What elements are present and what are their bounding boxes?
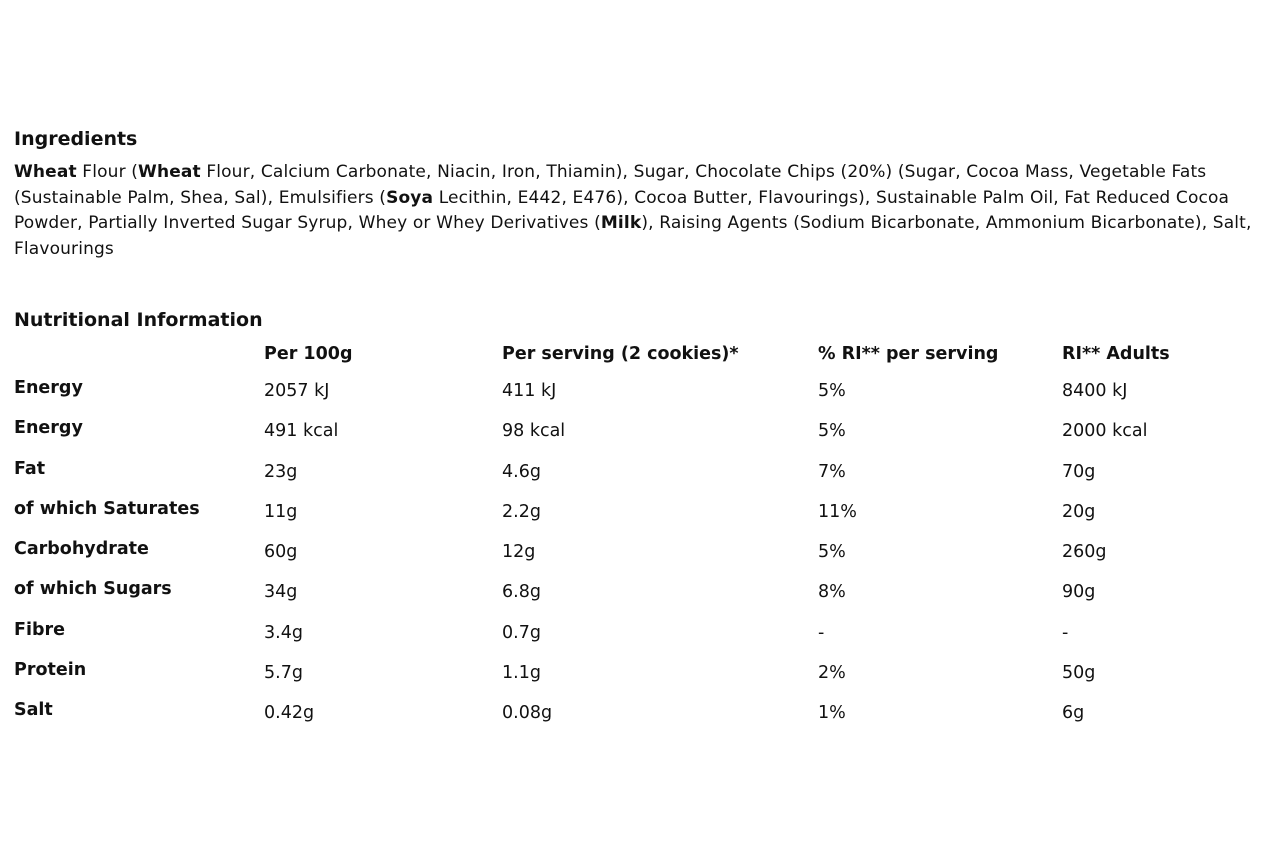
ri-adults-value: - <box>1062 622 1069 643</box>
ri-percent-value: - <box>818 622 825 643</box>
ingredients-heading: Ingredients <box>14 128 138 150</box>
ingredient-allergen: Wheat <box>138 162 201 182</box>
ingredient-text: ), Raising Agents (Sodium Bicarbonate, Ammonium Bicarbonate), Salt, Flavourings <box>14 213 1252 259</box>
ri-adults-value: 2000 kcal <box>1062 421 1148 442</box>
per-100g-value: 2057 kJ <box>264 381 330 401</box>
ri-adults-value: 20g <box>1062 501 1096 522</box>
ri-percent-value: 8% <box>818 582 846 603</box>
ri-percent-value: 5% <box>818 421 846 442</box>
ri-adults-value: 50g <box>1062 663 1096 684</box>
per-100g-value: 60g <box>264 542 298 563</box>
nutrient-label: Carbohydrate <box>14 539 149 560</box>
column-header-ri-adults: RI** Adults <box>1062 344 1170 364</box>
per-100g-value: 11g <box>264 501 298 522</box>
table-row <box>14 495 1262 535</box>
ri-adults-value: 70g <box>1062 461 1096 482</box>
per-100g-value: 5.7g <box>264 663 303 684</box>
ri-adults-value: 90g <box>1062 582 1096 603</box>
ingredient-allergen: Soya <box>386 187 434 208</box>
nutrient-label: Fat <box>14 458 46 479</box>
table-row <box>14 616 1262 656</box>
per-serving-value: 6.8g <box>502 582 541 603</box>
per-100g-value: 34g <box>264 582 298 603</box>
ri-percent-value: 1% <box>818 703 846 724</box>
column-header-nutrient <box>14 340 264 374</box>
ingredient-text: Flour, Calcium Carbonate, Niacin, Iron, Thiamin), Sugar, Chocolate Chips (20%) (Sugar, Cocoa Mass, Vegetable Fats (Sustainable Palm, Shea, Sal), Emulsifiers ( <box>14 162 1207 208</box>
nutrition-heading: Nutritional Information <box>14 309 263 331</box>
per-serving-value: 0.7g <box>502 622 541 643</box>
nutrition-header-row <box>14 340 1262 374</box>
nutrient-label: of which Saturates <box>14 498 200 519</box>
nutrient-label: Fibre <box>14 619 65 640</box>
ingredient-allergen: Milk <box>600 213 642 233</box>
per-serving-value: 0.08g <box>502 703 553 724</box>
per-serving-value: 2.2g <box>502 501 541 522</box>
table-row <box>14 656 1262 696</box>
ri-percent-value: 5% <box>818 381 846 401</box>
table-row <box>14 374 1262 414</box>
table-row <box>14 455 1262 495</box>
per-100g-value: 491 kcal <box>264 421 339 442</box>
per-serving-value: 1.1g <box>502 663 541 684</box>
ri-percent-value: 5% <box>818 542 846 563</box>
ingredients-text <box>14 160 1276 262</box>
per-100g-value: 0.42g <box>264 703 315 724</box>
ri-percent-value: 7% <box>818 461 846 482</box>
nutrient-label: of which Sugars <box>14 579 172 600</box>
per-serving-value: 98 kcal <box>502 421 566 442</box>
nutrient-label: Energy <box>14 378 83 398</box>
per-100g-value: 23g <box>264 461 298 482</box>
nutrient-label: Salt <box>14 700 53 721</box>
table-row <box>14 696 1262 736</box>
per-serving-value: 411 kJ <box>502 381 557 401</box>
nutrient-label: Energy <box>14 418 83 439</box>
table-row <box>14 414 1262 454</box>
ingredient-text: Lecithin, E442, E476), Cocoa Butter, Flavourings), Sustainable Palm Oil, Fat Reduced Cocoa Powder, Partially Inverted Sugar Syrup, Whey or Whey Derivatives ( <box>14 187 1230 233</box>
ri-adults-value: 6g <box>1062 703 1085 724</box>
column-header-per-serving: Per serving (2 cookies)* <box>502 344 739 364</box>
ri-adults-value: 260g <box>1062 542 1107 563</box>
column-header-ri-percent: % RI** per serving <box>818 344 999 364</box>
ri-percent-value: 11% <box>818 501 857 522</box>
nutrient-label: Protein <box>14 660 87 681</box>
ri-percent-value: 2% <box>818 663 846 684</box>
ingredient-allergen: Wheat <box>14 162 77 182</box>
column-header-per-100g: Per 100g <box>264 344 353 364</box>
table-row <box>14 535 1262 575</box>
per-serving-value: 4.6g <box>502 461 541 482</box>
per-100g-value: 3.4g <box>264 622 303 643</box>
ri-adults-value: 8400 kJ <box>1062 381 1128 401</box>
per-serving-value: 12g <box>502 542 536 563</box>
table-row <box>14 575 1262 615</box>
nutrition-table <box>14 340 1262 737</box>
ingredient-text: Flour ( <box>76 162 139 182</box>
